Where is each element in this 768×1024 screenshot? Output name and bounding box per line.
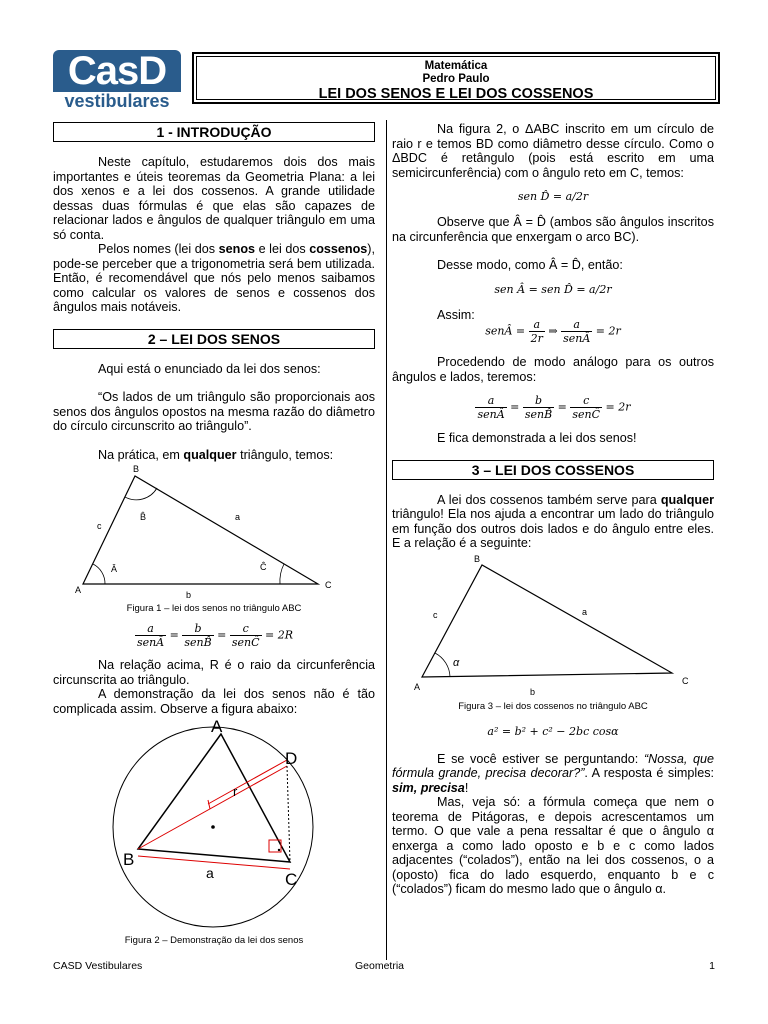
fig2-label-r: r <box>233 784 238 799</box>
header-title: LEI DOS SENOS E LEI DOS COSSENOS <box>318 86 594 102</box>
figure-3-caption: Figura 3 – lei dos cossenos no triângulo ABC <box>458 700 648 712</box>
fig1-angle-C: Ĉ <box>260 562 267 572</box>
formula-sen-d: sen D̂ = a/2r <box>517 190 589 203</box>
fig3-label-b: b <box>530 686 536 697</box>
logo-subtext: vestibulares <box>64 91 170 111</box>
sines-practice: Na prática, em qualquer triângulo, temos: <box>98 447 334 462</box>
figure-2-circle <box>53 716 375 934</box>
logo-text: CasD <box>53 50 181 92</box>
intro-paragraph-1: Neste capítulo, estudaremos dois dos mais importantes e úteis teoremas da Geometria Plana: a lei dos xenos e a lei dos cossenos. A grande utilidade dessas duas fórmulas é que elas são capazes de relacionar lados e ângulos de qualquer triângulo em uma só conta. <box>53 155 375 242</box>
intro-paragraph-2: Pelos nomes (lei dos senos e lei dos cossenos), pode-se perceber que a trigonometria será bem utilizada. Então, é recomendável que nós pelo menos saibamos como calcular os valores de senos e cossenos dos ângulos mais notáveis. <box>53 242 375 314</box>
formula-full-law: $\frac{a}{\text{senÂ}}$ = $\frac{b}{\text{senB̂}}$ = $\frac{c}{\text{senĈ}}$ = 2r <box>477 394 631 421</box>
fig2-label-D: D <box>285 749 298 768</box>
figure-1-triangle <box>53 462 375 600</box>
header-author: Pedro Paulo <box>422 73 490 85</box>
section-3-title: 3 – LEI DOS COSSENOS <box>392 460 714 480</box>
demo-paragraph-5: Procedendo de modo análogo para os outros ângulos e lados, teremos: <box>392 355 714 384</box>
demo-conclusion: E fica demonstrada a lei dos senos! <box>437 431 637 445</box>
fig2-label-C: C <box>285 870 298 889</box>
radius-note: Na relação acima, R é o raio da circunferência circunscrita ao triângulo. <box>53 658 375 687</box>
fig3-angle-alpha: α <box>453 656 460 669</box>
fig1-label-b: b <box>186 590 192 600</box>
column-divider <box>386 120 387 960</box>
fig1-label-a: a <box>235 512 241 522</box>
demo-paragraph-2: Observe que Â = D̂ (ambos são ângulos inscritos na circunferência que enxergam o arco BC). <box>392 215 714 244</box>
figure-2-caption: Figura 2 – Demonstração da lei dos senos <box>124 935 304 946</box>
formula-assim: senÂ = $\frac{a}{2r}$ ⇒ $\frac{a}{\text{senÂ}}$ = 2r <box>485 318 621 345</box>
fig3-label-c: c <box>433 609 438 620</box>
header-subject: Matemática <box>424 60 488 72</box>
footer-center: Geometria <box>355 960 405 972</box>
fig1-angle-B: B̂ <box>140 512 147 522</box>
fig1-label-C: C <box>325 580 332 590</box>
cosines-paragraph-2: E se você estiver se perguntando: “Nossa, que fórmula grande, precisa decorar?”. A resposta é simples: sim, precisa! <box>392 751 715 795</box>
cosines-paragraph-3: Mas, veja só: a fórmula começa que nem o teorema de Pitágoras, e depois acrescentamos um termo. O que vale a pena ressaltar é que o ângulo α enxerga a como lado oposto e b e c como lados adjacentes (“colados”), então na lei dos cossenos, o a (oposto) fica do lado esquerdo, enquanto b e c (“colados”) ficam do mesmo lado que o ângulo α. <box>392 795 714 896</box>
demo-paragraph-4: Assim: <box>437 307 475 322</box>
fig1-label-A: A <box>75 585 82 595</box>
fig3-label-B: B <box>474 553 481 564</box>
section-1-title: 1 - INTRODUÇÃO <box>53 122 375 142</box>
fig2-label-B: B <box>123 850 135 869</box>
fig3-label-C: C <box>682 675 689 686</box>
fig2-label-A: A <box>211 717 223 736</box>
left-column <box>53 122 375 946</box>
fig1-angle-A: Â <box>111 564 118 574</box>
fig2-label-a: a <box>206 865 214 881</box>
figure-3-triangle <box>392 551 714 697</box>
demo-paragraph-1: Na figura 2, o ΔABC inscrito em um círculo de raio r e temos BD como diâmetro desse círculo. Como o ΔBDC é retângulo (pois está escrito em uma semicircunferência) com o ângulo reto em C, temos: <box>392 122 714 180</box>
footer-page-number: 1 <box>709 960 715 972</box>
figure-1-caption: Figura 1 – lei dos senos no triângulo ABC <box>126 603 302 614</box>
demo-intro: A demonstração da lei dos senos não é tão complicada assim. Observe a figura abaixo: <box>53 687 375 716</box>
cosine-law-formula: a² = b² + c² − 2bc cosα <box>487 724 619 738</box>
sines-statement: “Os lados de um triângulo são proporcionais aos senos dos ângulos opostos na mesma razão do diâmetro do círculo circunscrito ao triângulo”. <box>53 390 375 433</box>
right-column <box>392 122 714 897</box>
section-2-title: 2 – LEI DOS SENOS <box>53 329 375 349</box>
formula-sen-a: sen Â = sen D̂ = a/2r <box>494 282 612 296</box>
fig1-label-c: c <box>97 521 102 531</box>
fig1-label-B: B <box>133 464 140 474</box>
demo-paragraph-3: Desse modo, como Â = D̂, então: <box>437 258 623 272</box>
casd-logo <box>53 50 181 110</box>
sine-law-formula: $\frac{a}{\text{senÂ}}$ = $\frac{b}{\text{senB̂}}$ = $\frac{c}{\text{senĈ}}$ = 2R <box>136 622 294 649</box>
header-box <box>192 52 720 104</box>
fig3-label-a: a <box>582 606 588 617</box>
sines-intro: Aqui está o enunciado da lei dos senos: <box>98 361 321 376</box>
cosines-intro: A lei dos cossenos também serve para qualquer triângulo! Ela nos ajuda a encontrar um lado do triângulo em função dos outros dois lados e do ângulo entre eles. E a relação é a seguinte: <box>392 492 714 550</box>
fig3-label-A: A <box>414 681 421 692</box>
footer-left: CASD Vestibulares <box>53 960 143 972</box>
